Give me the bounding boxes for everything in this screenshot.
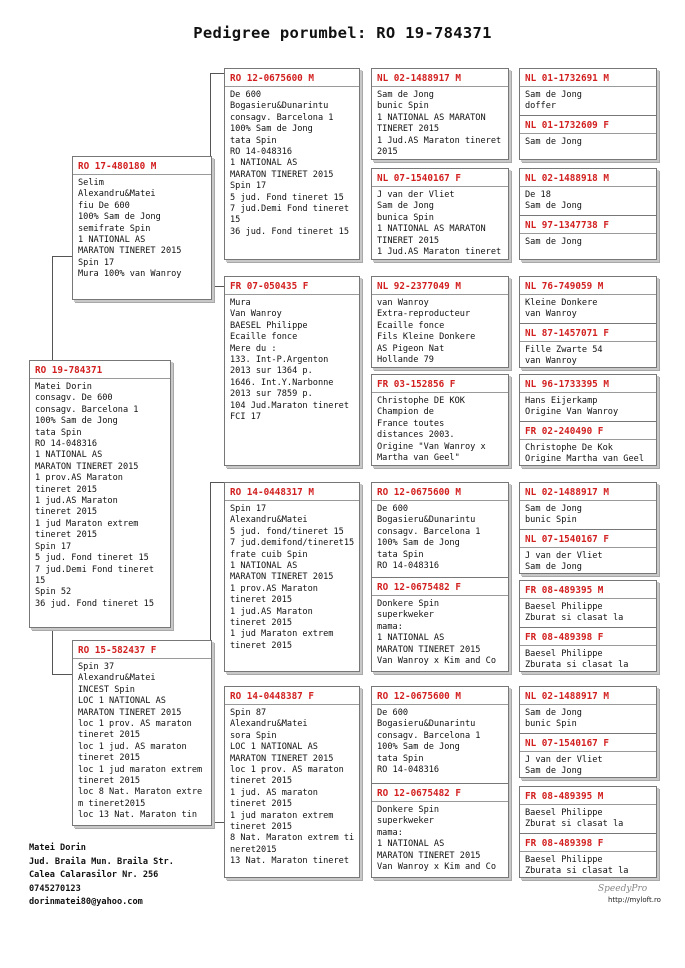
detail-line: Sam de Jong (525, 90, 582, 100)
great-grandparent-pair (371, 686, 509, 878)
gen4-dam (520, 833, 656, 878)
detail-line: tineret 2015 (230, 776, 293, 787)
detail-line: superkweker (377, 610, 434, 621)
detail-line: Donkere Spin (377, 805, 440, 815)
detail-line: 36 jud. Fond tineret 15 (35, 598, 154, 609)
detail-line: Alexandru&Matei (78, 673, 156, 684)
detail-line: Donkere Spin (377, 599, 440, 609)
detail-line: 1 jud.AS Maraton (35, 496, 118, 507)
detail-line: Sam de Jong (525, 137, 582, 147)
detail-line: tineret 2015 (78, 730, 141, 741)
detail-line: Christophe DE KOK (377, 396, 465, 406)
grandparent-card (224, 686, 360, 878)
ring-number: NL 07-1540167 F (520, 530, 656, 548)
detail-line: tineret 2015 (35, 484, 98, 495)
detail-line: Calea Calarasilor Nr. 256 (29, 870, 159, 881)
detail-line: MARATON TINERET 2015 (78, 246, 182, 257)
detail-line: Bogasieru&Dunarintu (377, 515, 476, 526)
grandparent-card (224, 68, 360, 260)
detail-line: 1 jud maraton extrem (230, 810, 334, 821)
detail-line: Sam de Jong (525, 766, 582, 777)
detail-line: 1646. Int.Y.Narbonne (230, 377, 334, 388)
ring-number: RO 12-0675482 F (372, 784, 508, 802)
detail-line: 1 Jud.AS Maraton tineret (377, 135, 502, 146)
ring-number: NL 92-2377049 M (372, 277, 508, 295)
details (225, 295, 359, 423)
detail-line: 1 NATIONAL AS (230, 158, 298, 169)
detail-line: 1 NATIONAL AS (377, 839, 445, 850)
detail-line: Spin 52 (35, 587, 72, 598)
details (225, 501, 359, 652)
detail-line: RO 14-048316 (377, 765, 440, 776)
gen4-dam (520, 529, 656, 574)
details (520, 852, 656, 878)
detail-line: Van Wanroy x Kim and Co (377, 862, 496, 873)
detail-line: 1 NATIONAL AS MARATON (377, 224, 486, 235)
details (372, 705, 508, 776)
gen4-dam (520, 115, 656, 160)
ring-number: NL 76-749059 M (520, 277, 656, 295)
detail-line: Spin 87 (230, 708, 267, 718)
detail-line: Bogasieru&Dunarintu (230, 101, 329, 112)
details (520, 295, 656, 321)
detail-line: Hollande 79 (377, 355, 434, 366)
detail-line: tata Spin (377, 753, 424, 764)
ring-number: RO 12-0675600 M (372, 687, 508, 705)
ring-number: NL 96-1733395 M (520, 375, 656, 393)
gen4-pair (519, 786, 657, 878)
detail-line: loc 1 prov. AS maraton (230, 765, 344, 776)
ring-number: FR 07-050435 F (225, 277, 359, 295)
detail-line: 1 jud Maraton extrem (35, 518, 139, 529)
details (520, 234, 656, 248)
detail-line: 2013 sur 7859 p. (230, 389, 313, 400)
detail-line: MARATON TINERET 2015 (230, 169, 334, 180)
detail-line: bunica Spin (377, 212, 434, 223)
detail-line: mama: (377, 827, 403, 838)
detail-line: Sam de Jong (525, 504, 582, 514)
detail-line: De 600 (377, 504, 409, 514)
details (520, 599, 656, 625)
detail-line: Ecaille fonce (230, 332, 298, 343)
detail-line: 1 jud Maraton extrem (230, 629, 334, 640)
detail-line: Ecaille fonce (377, 320, 445, 331)
detail-line: Zburat si clasat la (525, 613, 624, 624)
detail-line: tata Spin (35, 427, 82, 438)
detail-line: loc 1 prov. AS maraton (78, 719, 192, 730)
great-grandparent-card (371, 68, 509, 160)
detail-line: LOC 1 NATIONAL AS (78, 696, 166, 707)
detail-line: 13 Nat. Maraton tineret (230, 856, 349, 867)
detail-line: loc 13 Nat. Maraton tin (78, 810, 197, 821)
detail-line: De 600 (377, 708, 409, 718)
gen4-sire (520, 581, 656, 627)
detail-line: MARATON TINERET 2015 (377, 644, 481, 655)
owner-contact (29, 842, 174, 910)
detail-line: 0745270123 (29, 883, 81, 894)
detail-line: Alexandru&Matei (230, 719, 308, 730)
gen4-pair (519, 374, 657, 466)
detail-line: 2013 sur 1364 p. (230, 366, 313, 377)
gen4-sire (520, 687, 656, 733)
detail-line: 8 Nat. Maraton extrem ti (230, 833, 355, 844)
details (372, 295, 508, 366)
detail-line: FCI 17 (230, 412, 262, 423)
detail-line: Sam de Jong (525, 708, 582, 718)
grandparent-card (224, 482, 360, 672)
detail-line: Bogasieru&Dunarintu (377, 719, 476, 730)
page-title: Pedigree porumbel: RO 19-784371 (193, 24, 492, 42)
detail-line: dorinmatei80@yahoo.com (29, 897, 143, 908)
detail-line: 1 NATIONAL AS (230, 561, 298, 572)
gen4-sire (520, 787, 656, 833)
detail-line: Baesel Philippe (525, 649, 603, 659)
detail-line: Mere du : (230, 343, 277, 354)
ring-number: NL 87-1457071 F (520, 324, 656, 342)
detail-line: Mura (230, 298, 251, 308)
subject-card (29, 360, 171, 628)
detail-line: Sam de Jong (377, 90, 434, 100)
details (520, 646, 656, 672)
dam-ring-number: RO 15-582437 F (73, 641, 211, 659)
details (520, 87, 656, 113)
gen4-pair (519, 168, 657, 260)
detail-line: AS Pigeon Nat (377, 343, 445, 354)
detail-line: Baesel Philippe (525, 602, 603, 612)
detail-line: Alexandru&Matei (230, 515, 308, 526)
detail-line: Martha van Geel" (377, 453, 460, 464)
detail-line: fiu De 600 (78, 200, 130, 211)
detail-line: tineret 2015 (230, 822, 293, 833)
detail-line: J van der Vliet (525, 551, 603, 561)
detail-line: RO 14-048316 (230, 147, 293, 158)
detail-line: loc 1 jud maraton extrem (78, 764, 203, 775)
details (225, 705, 359, 868)
ring-number: FR 03-152856 F (372, 375, 508, 393)
detail-line: Matei Dorin (29, 843, 86, 853)
detail-line: LOC 1 NATIONAL AS (230, 742, 318, 753)
detail-line: loc 1 jud. AS maraton (78, 741, 187, 752)
detail-line: consagv. Barcelona 1 (35, 404, 139, 415)
detail-line: Zburata si clasat la (525, 660, 629, 671)
detail-line: J van der Vliet (377, 190, 455, 200)
detail-line: TINERET 2015 (377, 235, 440, 246)
detail-line: Champion de (377, 407, 434, 418)
detail-line: consagv. De 600 (35, 393, 113, 404)
detail-line: Matei Dorin (35, 382, 92, 392)
detail-line: 100% Sam de Jong (78, 212, 161, 223)
detail-line: Hans Eijerkamp (525, 396, 598, 406)
detail-line: Selim (78, 178, 104, 188)
ring-number: RO 12-0675600 M (225, 69, 359, 87)
detail-line: tata Spin (230, 135, 277, 146)
gen4-sire (520, 375, 656, 421)
detail-line: 2015 (377, 147, 398, 158)
gen4-pair (519, 580, 657, 672)
detail-line: De 600 (230, 90, 262, 100)
ring-number: RO 14-0448317 M (225, 483, 359, 501)
detail-line: consagv. Barcelona 1 (230, 112, 334, 123)
detail-line: semifrate Spin (78, 223, 151, 234)
details (372, 501, 508, 572)
detail-line: 1 Jud.AS Maraton tineret (377, 247, 502, 258)
detail-line: tata Spin (377, 549, 424, 560)
sire-details (73, 175, 211, 281)
details (520, 187, 656, 213)
ring-number: FR 08-489398 F (520, 628, 656, 646)
ring-number: NL 02-1488917 M (372, 69, 508, 87)
detail-line: consagv. Barcelona 1 (377, 526, 481, 537)
detail-line: Fille Zwarte 54 (525, 345, 603, 355)
detail-line: 15 (35, 575, 46, 586)
detail-line: 5 jud. Fond tineret 15 (35, 553, 149, 564)
details (520, 393, 656, 419)
detail-line: 1 prov.AS Maraton (35, 473, 123, 484)
details (225, 87, 359, 238)
detail-line: J van der Vliet (525, 755, 603, 765)
detail-line: Mura 100% van Wanroy (78, 269, 182, 280)
detail-line: RO 14-048316 (377, 561, 440, 572)
detail-line: 7 jud.Demi Fond tineret (230, 204, 349, 215)
details (520, 805, 656, 831)
detail-line: Van Wanroy x Kim and Co (377, 656, 496, 667)
detail-line: doffer (525, 101, 557, 112)
detail-line: tineret 2015 (78, 753, 141, 764)
great-grandparent-pair (371, 482, 509, 672)
detail-line: Sam de Jong (525, 201, 582, 212)
detail-line: Alexandru&Matei (78, 189, 156, 200)
detail-line: 1 NATIONAL AS (35, 450, 103, 461)
sire-ring-number: RO 17-480180 M (73, 157, 211, 175)
detail-line: 7 jud.demifond/tineret15 (230, 538, 355, 549)
details (372, 87, 508, 158)
ring-number: FR 02-240490 F (520, 422, 656, 440)
ring-number: FR 08-489398 F (520, 834, 656, 852)
detail-line: Spin 17 (230, 504, 267, 514)
details (372, 393, 508, 464)
details (520, 342, 656, 368)
gen4-pair (519, 276, 657, 368)
gen4-dam (520, 733, 656, 778)
gen4-dam (520, 215, 656, 260)
detail-line: De 18 (525, 190, 551, 200)
detail-line: 5 jud. fond/tineret 15 (230, 526, 344, 537)
detail-line: Baesel Philippe (525, 808, 603, 818)
ring-number: RO 14-0448387 F (225, 687, 359, 705)
detail-line: Spin 17 (78, 257, 115, 268)
detail-line: mama: (377, 621, 403, 632)
ring-number: NL 02-1488917 M (520, 483, 656, 501)
great-grandparent-dam (372, 783, 508, 878)
detail-line: tineret 2015 (230, 799, 293, 810)
gen4-sire (520, 483, 656, 529)
detail-line: 133. Int-P.Argenton (230, 355, 329, 366)
detail-line: Zburata si clasat la (525, 866, 629, 877)
details (520, 134, 656, 148)
detail-line: Spin 17 (35, 541, 72, 552)
detail-line: 100% Sam de Jong (377, 742, 460, 753)
detail-line: tineret 2015 (230, 618, 293, 629)
detail-line: MARATON TINERET 2015 (230, 572, 334, 583)
great-grandparent-sire (372, 483, 508, 577)
detail-line: 7 jud.Demi Fond tineret (35, 564, 154, 575)
detail-line: 1 NATIONAL AS (78, 235, 146, 246)
detail-line: van Wanroy (525, 309, 577, 320)
gen4-sire (520, 277, 656, 323)
subject-details (30, 379, 170, 610)
detail-line: MARATON TINERET 2015 (377, 850, 481, 861)
details (372, 596, 508, 667)
dam-details (73, 659, 211, 822)
detail-line: TINERET 2015 (377, 124, 440, 135)
ring-number: FR 08-489395 M (520, 581, 656, 599)
detail-line: Extra-reproducteur (377, 309, 471, 320)
details (520, 548, 656, 574)
detail-line: Zburat si clasat la (525, 819, 624, 830)
gen4-sire (520, 69, 656, 115)
detail-line: 5 jud. Fond tineret 15 (230, 192, 344, 203)
ring-number: FR 08-489395 M (520, 787, 656, 805)
gen4-sire (520, 169, 656, 215)
detail-line: 1 NATIONAL AS MARATON (377, 112, 486, 123)
detail-line: van Wanroy (525, 356, 577, 367)
detail-line: distances 2003. (377, 430, 455, 441)
details (520, 501, 656, 527)
detail-line: RO 14-048316 (35, 439, 98, 450)
detail-line: bunic Spin (525, 719, 577, 730)
detail-line: 36 jud. Fond tineret 15 (230, 226, 349, 237)
detail-line: Sam de Jong (525, 237, 582, 247)
ring-number: NL 02-1488917 M (520, 687, 656, 705)
details (520, 752, 656, 778)
detail-line: Origine "Van Wanroy x (377, 441, 486, 452)
subject-ring-number: RO 19-784371 (30, 361, 170, 379)
ring-number: NL 07-1540167 F (520, 734, 656, 752)
detail-line: Christophe De Kok (525, 443, 613, 453)
ring-number: NL 97-1347738 F (520, 216, 656, 234)
ring-number: NL 01-1732609 F (520, 116, 656, 134)
detail-line: tineret 2015 (35, 507, 98, 518)
detail-line: tineret 2015 (230, 640, 293, 651)
details (520, 440, 656, 466)
detail-line: tineret 2015 (230, 595, 293, 606)
ring-number: NL 01-1732691 M (520, 69, 656, 87)
ring-number: RO 12-0675482 F (372, 578, 508, 596)
detail-line: BAESEL Philippe (230, 320, 308, 331)
detail-line: 100% Sam de Jong (377, 538, 460, 549)
great-grandparent-dam (372, 577, 508, 672)
detail-line: Spin 37 (78, 662, 115, 672)
detail-line: bunic Spin (525, 515, 577, 526)
details (520, 705, 656, 731)
detail-line: France toutes (377, 418, 445, 429)
great-grandparent-sire (372, 687, 508, 783)
detail-line: Baesel Philippe (525, 855, 603, 865)
great-grandparent-card (371, 168, 509, 260)
gen4-dam (520, 421, 656, 466)
detail-line: Origine Van Wanroy (525, 407, 619, 418)
detail-line: Jud. Braila Mun. Braila Str. (29, 856, 174, 867)
ring-number: NL 07-1540167 F (372, 169, 508, 187)
details (372, 187, 508, 258)
detail-line: m tineret2015 (78, 798, 146, 809)
ring-number: RO 12-0675600 M (372, 483, 508, 501)
detail-line: loc 8 Nat. Maraton extre (78, 787, 203, 798)
detail-line: consagv. Barcelona 1 (377, 730, 481, 741)
detail-line: MARATON TINERET 2015 (35, 461, 139, 472)
detail-line: 1 NATIONAL AS (377, 633, 445, 644)
detail-line: superkweker (377, 816, 434, 827)
detail-line: Kleine Donkere (525, 298, 598, 308)
detail-line: MARATON TINERET 2015 (78, 707, 182, 718)
detail-line: tineret 2015 (78, 776, 141, 787)
detail-line: Sam de Jong (377, 201, 434, 212)
detail-line: 104 Jud.Maraton tineret (230, 400, 349, 411)
detail-line: 15 (230, 215, 241, 226)
detail-line: 100% Sam de Jong (35, 416, 118, 427)
detail-line: 1 jud. AS maraton (230, 787, 318, 798)
gen4-dam (520, 323, 656, 368)
sire-card (72, 156, 212, 300)
gen4-pair (519, 482, 657, 574)
detail-line: Sam de Jong (525, 562, 582, 573)
great-grandparent-card (371, 374, 509, 466)
ring-number: NL 02-1488918 M (520, 169, 656, 187)
detail-line: 1 prov.AS Maraton (230, 583, 318, 594)
detail-line: MARATON TINERET 2015 (230, 753, 334, 764)
detail-line: frate cuib Spin (230, 549, 308, 560)
detail-line: neret2015 (230, 844, 277, 855)
gen4-pair (519, 68, 657, 160)
detail-line: Fils Kleine Donkere (377, 332, 476, 343)
detail-line: Spin 17 (230, 181, 267, 192)
gen4-pair (519, 686, 657, 778)
great-grandparent-card (371, 276, 509, 368)
detail-line: 100% Sam de Jong (230, 124, 313, 135)
dam-card (72, 640, 212, 826)
detail-line: Van Wanroy (230, 309, 282, 320)
detail-line: van Wanroy (377, 298, 429, 308)
detail-line: tineret 2015 (35, 530, 98, 541)
signature-logo: SpeedyPro (598, 884, 648, 894)
detail-line: Origine Martha van Geel (525, 454, 644, 465)
gen4-dam (520, 627, 656, 672)
grandparent-card (224, 276, 360, 466)
detail-line: 1 jud.AS Maraton (230, 606, 313, 617)
detail-line: sora Spin (230, 730, 277, 741)
detail-line: bunic Spin (377, 101, 429, 112)
site-url: http://myloft.ro (608, 896, 661, 904)
detail-line: INCEST Spin (78, 684, 135, 695)
details (372, 802, 508, 873)
